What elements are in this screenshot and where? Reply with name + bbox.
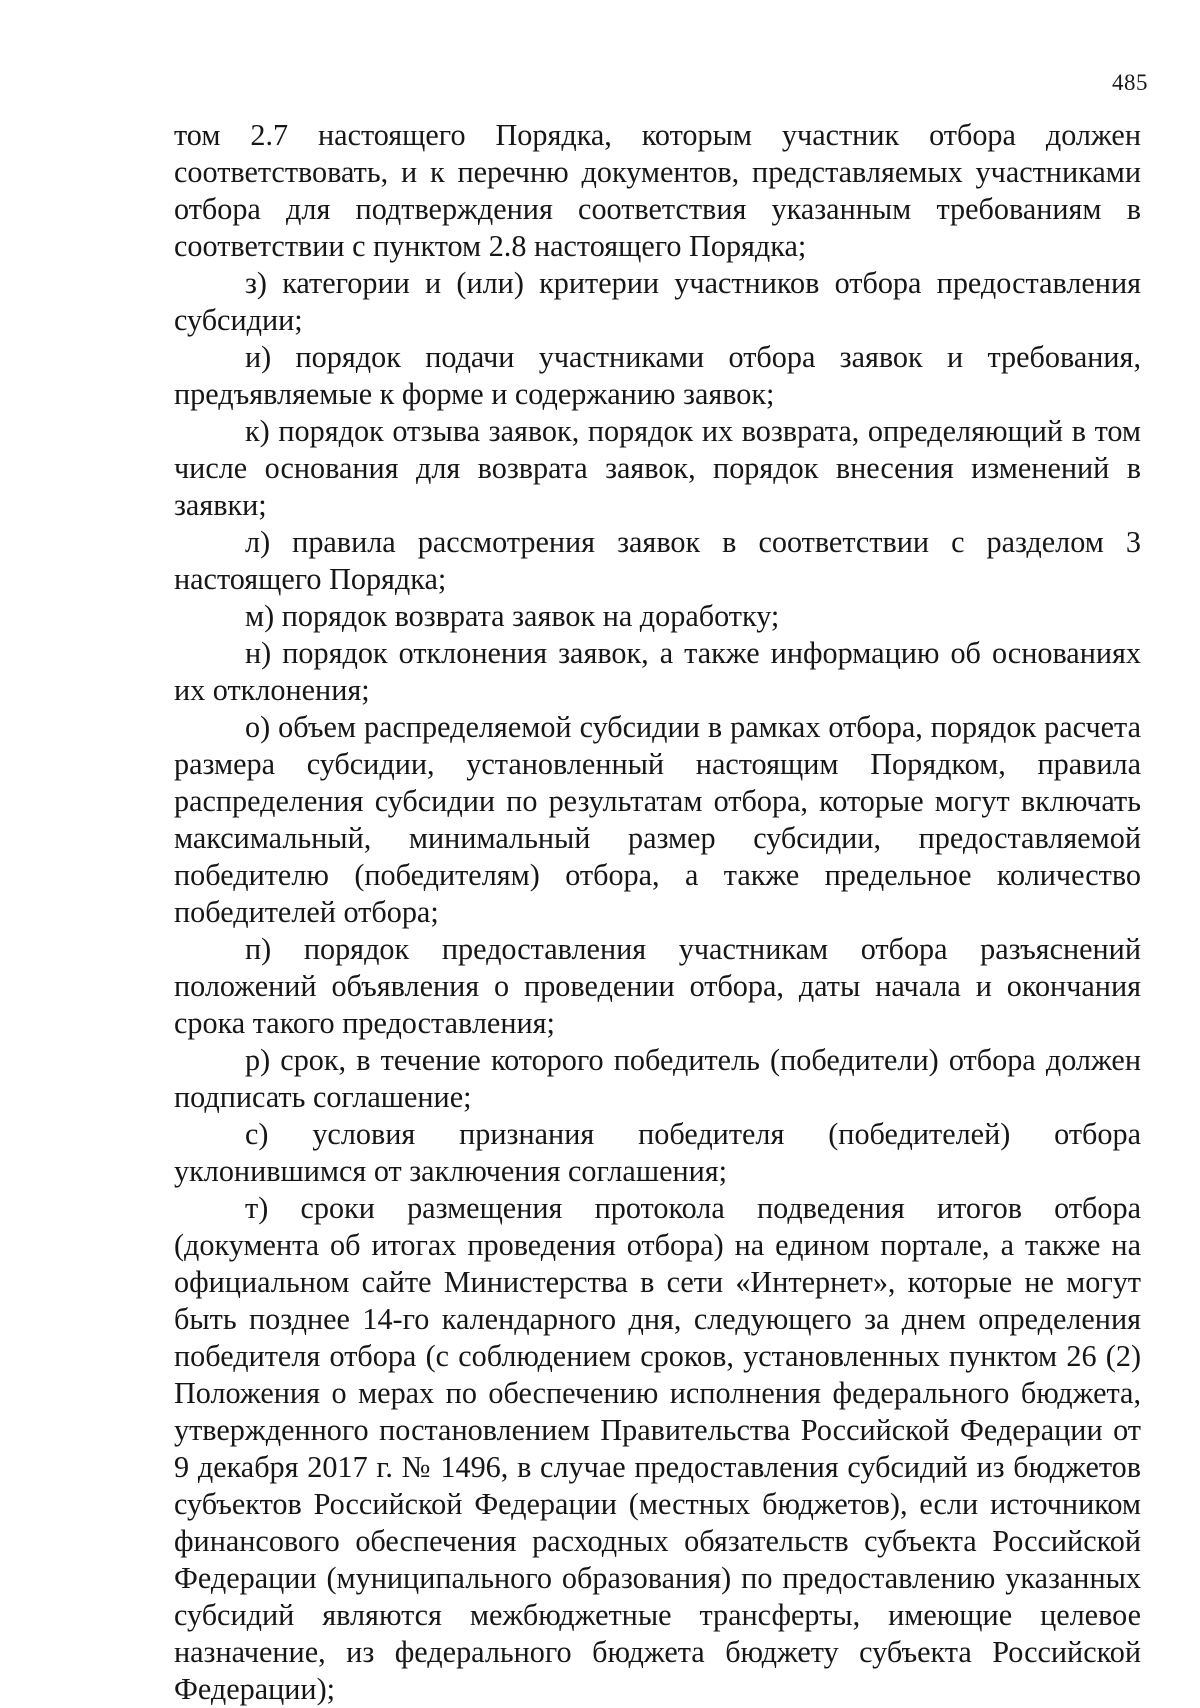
list-item-z: з) категории и (или) критерии участников отбора предоставления субсидии; xyxy=(174,266,1141,337)
document-body xyxy=(174,117,1141,1708)
list-item-k: к) порядок отзыва заявок, порядок их возврата, определяющий в том числе основания для возврата заявок, порядок внесения изменений в заявки; xyxy=(174,414,1141,522)
list-item-i: и) порядок подачи участниками отбора заявок и требования, предъявляемые к форме и содержанию заявок; xyxy=(174,340,1141,411)
list-item-n: н) порядок отклонения заявок, а также информацию об основаниях их отклонения; xyxy=(174,636,1141,707)
page-number: 485 xyxy=(1112,70,1148,95)
list-item-t: т) сроки размещения протокола подведения итогов отбора (документа об итогах проведения отбора) на едином портале, а также на официальном сайте Министерства в сети «Интернет», которые не могут быть позднее 14-го календарного дня, следующего за днем определения победителя отбора (с соблюдением сроков, установленных пунктом 26 (2) Положения о мерах по обеспечению исполнения федерального бюджета, утвержденного постановлением Правительства Российской Федерации от 9 декабря 2017 г. № 1496, в случае предоставления субсидий из бюджетов субъектов Российской Федерации (местных бюджетов), если источником финансового обеспечения расходных обязательств субъекта Российской Федерации (муниципального образования) по предоставлению указанных субсидий являются межбюджетные трансферты, имеющие целевое назначение, из федерального бюджета бюджету субъекта Российской Федерации); xyxy=(174,1191,1141,1706)
list-item-l: л) правила рассмотрения заявок в соответствии с разделом 3 настоящего Порядка; xyxy=(174,525,1141,596)
list-item-o: о) объем распределяемой субсидии в рамках отбора, порядок расчета размера субсидии, установленный настоящим Порядком, правила распределения субсидии по результатам отбора, которые могут включать максимальный, минимальный размер субсидии, предоставляемой победителю (победителям) отбора, а также предельное количество победителей отбора; xyxy=(174,710,1141,929)
list-item-s: с) условия признания победителя (победителей) отбора уклонившимся от заключения соглашения; xyxy=(174,1117,1141,1188)
list-item-p: п) порядок предоставления участникам отбора разъяснений положений объявления о проведении отбора, даты начала и окончания срока такого предоставления; xyxy=(174,932,1141,1040)
list-item-m: м) порядок возврата заявок на доработку; xyxy=(245,599,780,633)
paragraph-continuation: том 2.7 настоящего Порядка, которым участник отбора должен соответствовать, и к перечню документов, представляемых участниками отбора для подтверждения соответствия указанным требованиям в соответствии с пунктом 2.8 настоящего Порядка; xyxy=(174,118,1141,263)
list-item-r: р) срок, в течение которого победитель (победители) отбора должен подписать соглашение; xyxy=(174,1043,1141,1114)
